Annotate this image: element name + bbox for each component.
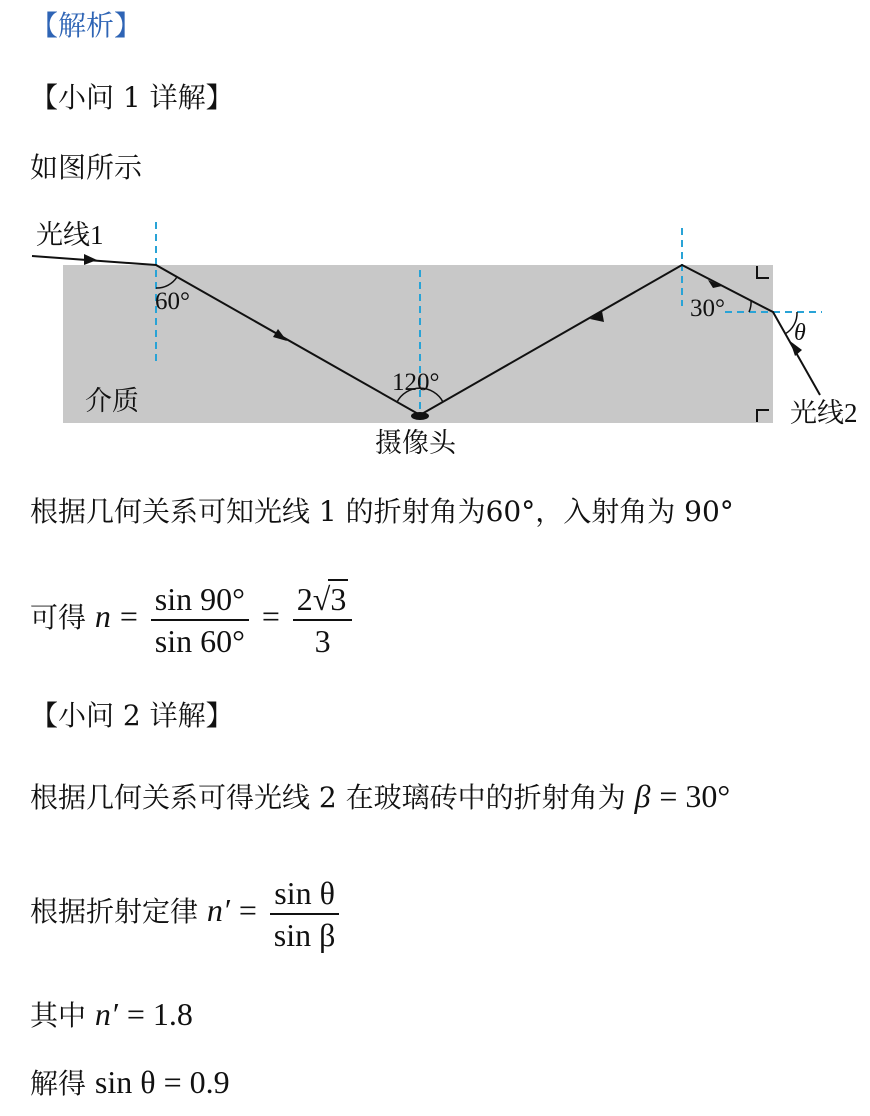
fraction-numerator	[293, 579, 353, 621]
line4-expression: sin θ = 0.9	[94, 1064, 230, 1100]
line3-text: 其中	[30, 999, 87, 1032]
formula-fraction-2	[293, 579, 353, 661]
fraction-denominator: sin β	[273, 916, 336, 953]
fraction-numerator: sin 90°	[151, 579, 249, 621]
label-ray2: 光线2	[790, 398, 858, 428]
fraction-denominator: sin 60°	[154, 622, 245, 659]
label-angle-30: 30°	[690, 295, 725, 322]
label-angle-120: 120°	[392, 369, 440, 396]
part2-line1	[30, 778, 730, 816]
line3-var-n-prime: n′	[94, 996, 118, 1032]
numerator-coef: 2	[296, 580, 313, 617]
formula-var-n: n	[94, 598, 111, 634]
label-medium: 介质	[85, 386, 139, 416]
refraction-diagram	[0, 210, 870, 470]
label-camera: 摄像头	[375, 428, 456, 458]
line2-var-n-prime: n′	[206, 892, 230, 928]
sqrt-icon: √	[312, 580, 331, 617]
ray-arrow	[84, 254, 97, 265]
line2-eq: =	[238, 892, 257, 928]
formula-fraction-1	[151, 579, 249, 661]
line2-text: 根据折射定律	[30, 895, 199, 928]
part2-heading: 【小问 2 详解】	[30, 699, 234, 732]
fraction-numerator: sin θ	[270, 873, 340, 915]
part2-line3	[30, 996, 193, 1034]
line1-var-beta: β	[634, 778, 651, 814]
part2-line4	[30, 1064, 230, 1102]
formula-prefix: 可得	[30, 601, 87, 634]
fraction-denominator: 3	[314, 622, 331, 659]
line1-value: = 30°	[659, 778, 731, 814]
formula-eq: =	[119, 598, 138, 634]
line3-value: = 1.8	[126, 996, 193, 1032]
line2-fraction	[270, 873, 340, 955]
line1-text: 根据几何关系可得光线 2 在玻璃砖中的折射角为	[30, 781, 626, 814]
label-ray1: 光线1	[36, 220, 104, 250]
line4-text: 解得	[30, 1067, 87, 1100]
camera-icon	[411, 412, 429, 420]
part1-heading: 【小问 1 详解】	[30, 81, 234, 114]
part1-formula	[30, 574, 356, 661]
part2-line2	[30, 868, 343, 955]
label-theta: θ	[794, 320, 806, 346]
formula-eq-2: =	[261, 598, 280, 634]
part1-intro: 如图所示	[30, 151, 143, 184]
numerator-radicand: 3	[330, 580, 347, 617]
part1-reasoning: 根据几何关系可知光线 1 的折射角为60°，入射角为 90°	[30, 495, 734, 528]
label-angle-60: 60°	[155, 288, 190, 315]
solution-title: 【解析】	[30, 9, 143, 42]
